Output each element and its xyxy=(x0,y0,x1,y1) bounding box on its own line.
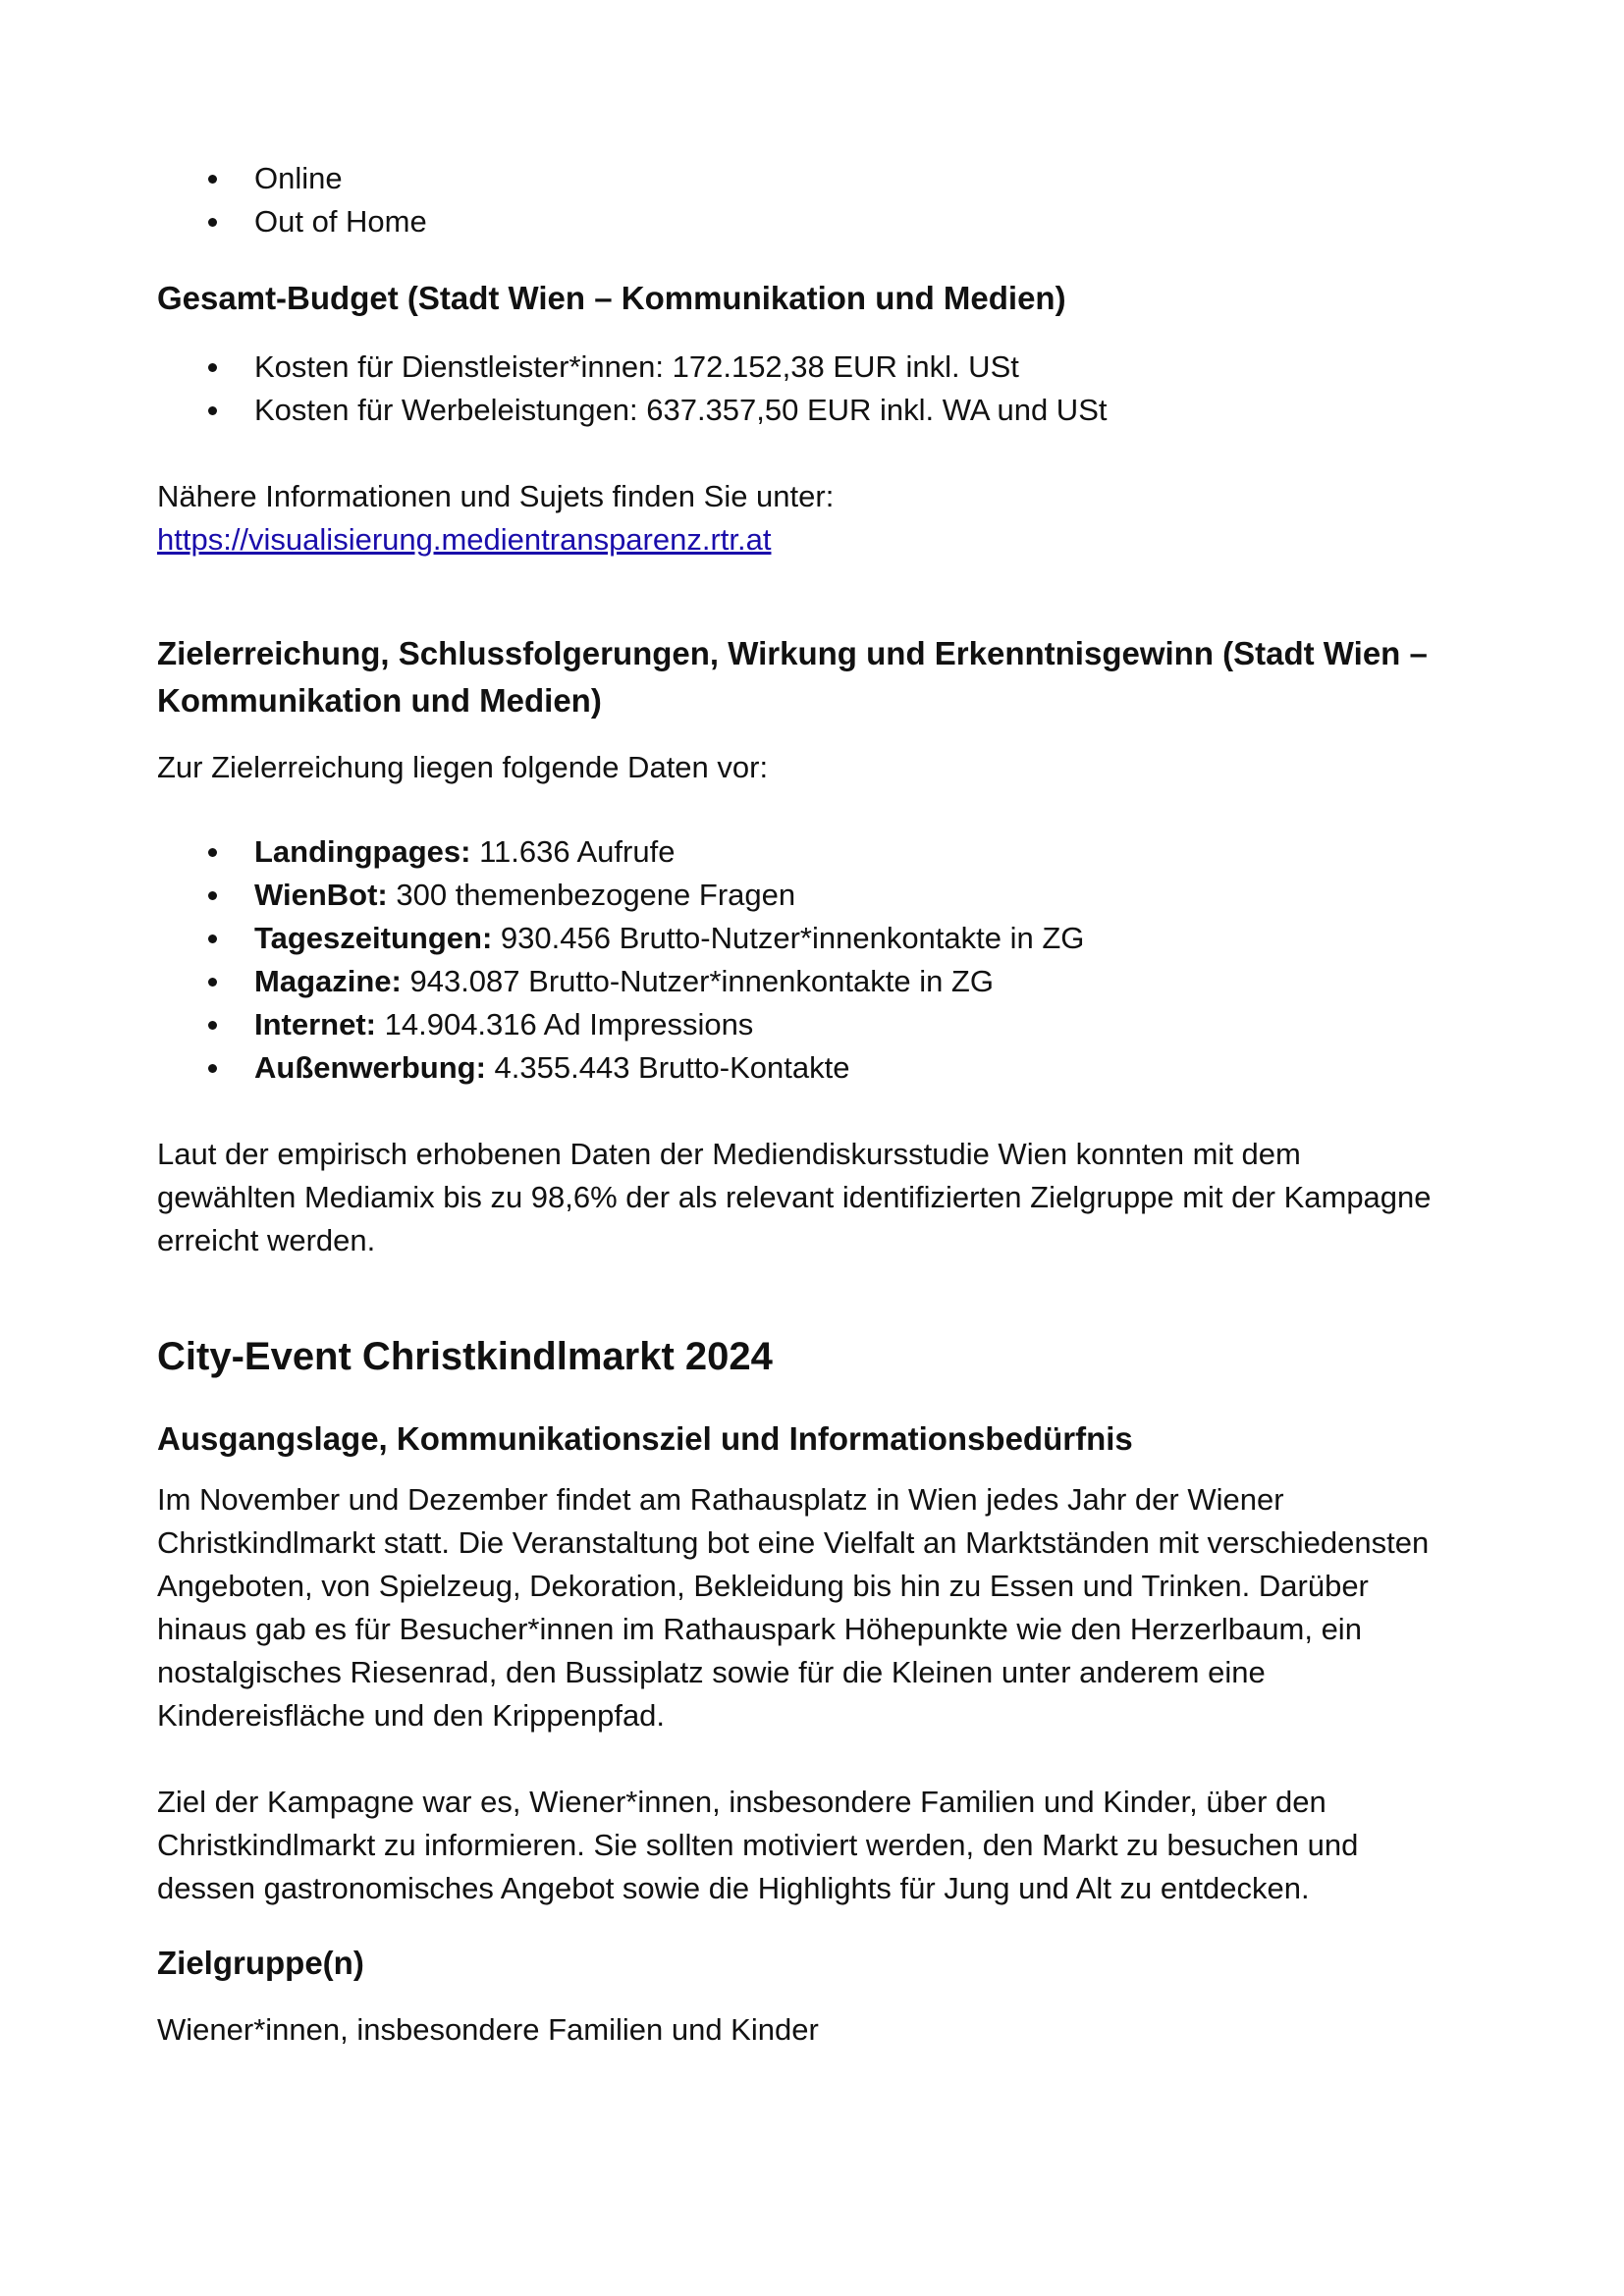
situation-heading: Ausgangslage, Kommunikationsziel und Informationsbedürfnis xyxy=(157,1420,1133,1457)
info-text: Nähere Informationen und Sujets finden Sie unter: xyxy=(157,479,835,513)
list-item: Online xyxy=(157,157,1492,200)
item-value: 300 themenbezogene Fragen xyxy=(387,878,796,912)
text-line: nostalgisches Riesenrad, den Bussiplatz sowie für die Kleinen unter anderem eine xyxy=(157,1655,1266,1689)
text-line: hinaus gab es für Besucher*innen im Rathauspark Höhepunkte wie den Herzerlbaum, ein xyxy=(157,1612,1362,1646)
text-line: gewählten Mediamix bis zu 98,6% der als relevant identifizierten Zielgruppe mit der Kampagne xyxy=(157,1180,1432,1214)
list-item xyxy=(157,917,1492,960)
list-item xyxy=(157,830,1492,874)
goals-data-list xyxy=(157,830,1492,1090)
item-label: Tageszeitungen: xyxy=(254,921,493,955)
list-item xyxy=(157,1003,1492,1046)
list-item: Kosten für Werbeleistungen: 637.357,50 EUR inkl. WA und USt xyxy=(157,389,1492,432)
info-link[interactable]: https://visualisierung.medientransparenz.rtr.at xyxy=(157,522,772,557)
target-group-text: Wiener*innen, insbesondere Familien und Kinder xyxy=(157,2012,819,2047)
item-value: 943.087 Brutto-Nutzer*innenkontakte in ZG xyxy=(401,964,994,998)
item-label: Landingpages: xyxy=(254,834,471,869)
text-line: Angeboten, von Spielzeug, Dekoration, Bekleidung bis hin zu Essen und Trinken. Darüber xyxy=(157,1569,1369,1603)
goals-intro: Zur Zielerreichung liegen folgende Daten vor: xyxy=(157,750,769,784)
budget-list xyxy=(157,346,1492,432)
item-label: Magazine: xyxy=(254,964,402,998)
text-line: Laut der empirisch erhobenen Daten der Mediendiskursstudie Wien konnten mit dem xyxy=(157,1137,1301,1171)
budget-heading: Gesamt-Budget (Stadt Wien – Kommunikation und Medien) xyxy=(157,280,1066,316)
text-line: Christkindlmarkt statt. Die Veranstaltung bot eine Vielfalt an Marktständen mit verschiedensten xyxy=(157,1525,1430,1560)
page-content xyxy=(157,157,1492,2052)
text-line: Christkindlmarkt zu informieren. Sie sollten motiviert werden, den Markt zu besuchen und xyxy=(157,1828,1359,1862)
text-line: Im November und Dezember findet am Rathausplatz in Wien jedes Jahr der Wiener xyxy=(157,1482,1284,1517)
situation-paragraph xyxy=(157,1478,1492,1737)
text-line: erreicht werden. xyxy=(157,1223,376,1257)
goals-heading-line: Kommunikation und Medien) xyxy=(157,682,602,719)
target-group-heading: Zielgruppe(n) xyxy=(157,1945,364,1981)
list-item: Out of Home xyxy=(157,200,1492,243)
item-label: WienBot: xyxy=(254,878,388,912)
text-line: Kindereisfläche und den Krippenpfad. xyxy=(157,1698,666,1733)
intro-bullet-list xyxy=(157,157,1492,243)
list-item xyxy=(157,1046,1492,1090)
goals-heading-line: Zielerreichung, Schlussfolgerungen, Wirkung und Erkenntnisgewinn (Stadt Wien – xyxy=(157,635,1428,671)
goal-paragraph xyxy=(157,1781,1492,1910)
text-line: dessen gastronomisches Angebot sowie die Highlights für Jung und Alt zu entdecken. xyxy=(157,1871,1310,1905)
goals-conclusion xyxy=(157,1133,1492,1262)
list-item: Kosten für Dienstleister*innen: 172.152,38 EUR inkl. USt xyxy=(157,346,1492,389)
list-item xyxy=(157,874,1492,917)
item-label: Internet: xyxy=(254,1007,376,1041)
item-value: 14.904.316 Ad Impressions xyxy=(376,1007,754,1041)
text-line: Ziel der Kampagne war es, Wiener*innen, insbesondere Familien und Kinder, über den xyxy=(157,1785,1326,1819)
item-value: 4.355.443 Brutto-Kontakte xyxy=(485,1050,850,1085)
item-label: Außenwerbung: xyxy=(254,1050,486,1085)
item-value: 930.456 Brutto-Nutzer*innenkontakte in ZG xyxy=(492,921,1085,955)
info-paragraph xyxy=(157,475,1492,561)
section-title: City-Event Christkindlmarkt 2024 xyxy=(157,1335,773,1378)
item-value: 11.636 Aufrufe xyxy=(470,834,676,869)
goals-heading xyxy=(157,630,1492,724)
list-item xyxy=(157,960,1492,1003)
